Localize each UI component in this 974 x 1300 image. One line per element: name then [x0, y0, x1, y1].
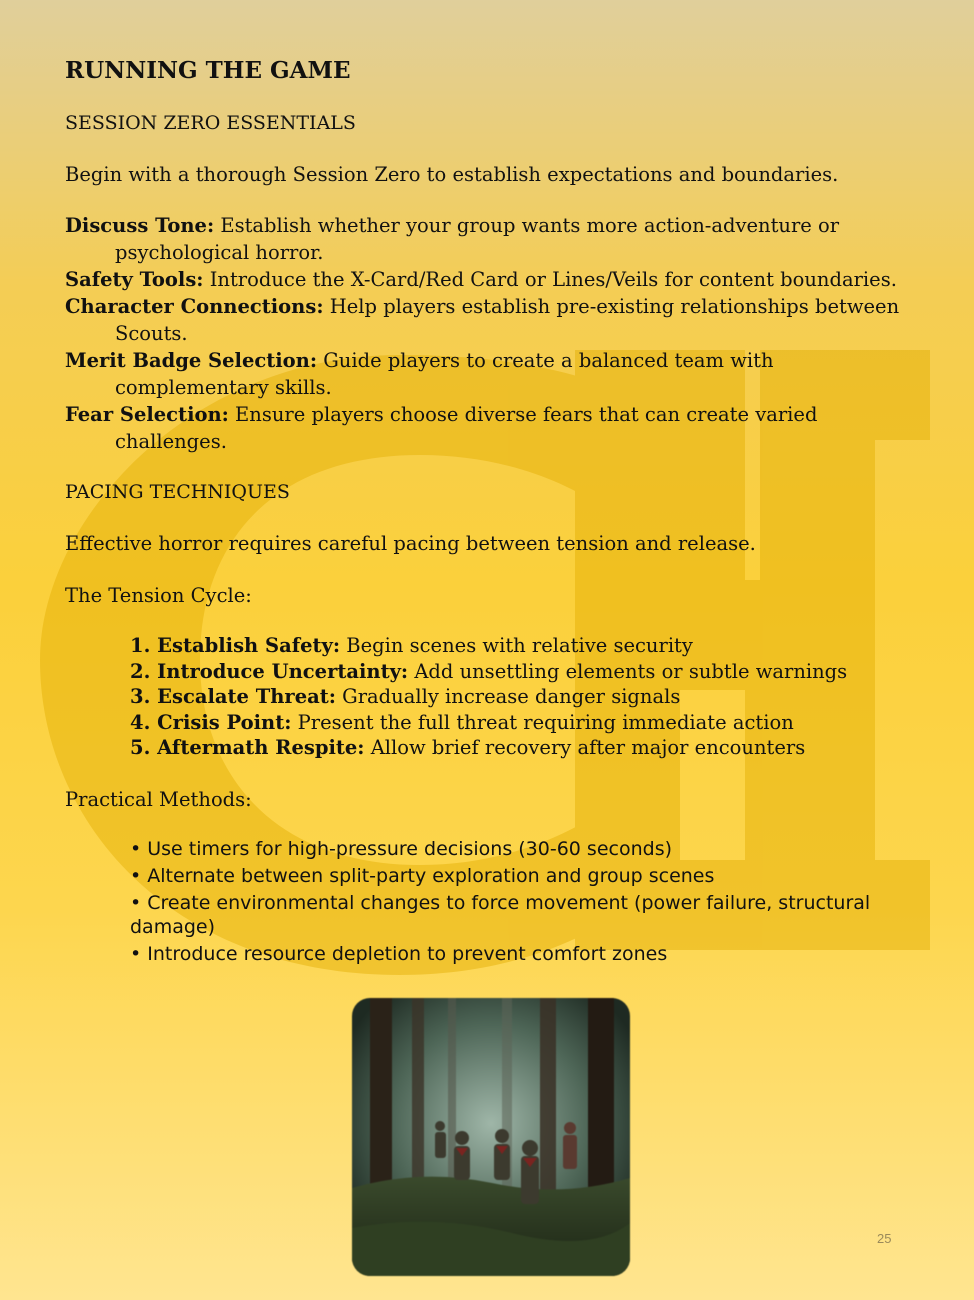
list-item — [65, 212, 915, 266]
item-term: Character Connections: — [65, 295, 324, 318]
list-item — [130, 684, 915, 710]
list-item: • Alternate between split-party exploration and group scenes — [130, 864, 715, 887]
tension-cycle-label: The Tension Cycle: — [65, 584, 252, 607]
list-item — [130, 710, 915, 736]
list-item: • Use timers for high-pressure decisions (30-60 seconds) — [130, 837, 673, 860]
item-term: 1. Establish Safety: — [130, 634, 341, 657]
page-title: RUNNING THE GAME — [65, 57, 351, 84]
page-content — [65, 58, 915, 969]
item-term: 2. Introduce Uncertainty: — [130, 659, 409, 683]
list-item — [130, 659, 915, 685]
item-text: Establish whether your group wants more action-adventure or psychological horror. — [115, 214, 840, 264]
item-text: Ensure players choose diverse fears that can create varied challenges. — [115, 403, 818, 453]
section-heading-pacing: PACING TECHNIQUES — [65, 481, 290, 503]
session-zero-intro: Begin with a thorough Session Zero to establish expectations and boundaries. — [65, 163, 839, 186]
item-term: Discuss Tone: — [65, 214, 215, 237]
tension-cycle-list — [130, 633, 915, 761]
item-term: Fear Selection: — [65, 403, 229, 426]
item-term: Merit Badge Selection: — [65, 349, 318, 372]
item-term: Safety Tools: — [65, 268, 204, 291]
practical-methods-label: Practical Methods: — [65, 787, 252, 811]
forest-scouts-image — [352, 998, 630, 1276]
practical-methods-list — [130, 837, 915, 966]
list-item: • Introduce resource depletion to prevent comfort zones — [130, 942, 668, 965]
item-term: 3. Escalate Threat: — [130, 685, 336, 708]
pacing-intro: Effective horror requires careful pacing between tension and release. — [65, 532, 756, 555]
item-text: Allow brief recovery after major encounters — [364, 736, 806, 759]
list-item: • Create environmental changes to force movement (power failure, structural damage) — [130, 891, 871, 938]
forest-illustration — [352, 998, 630, 1276]
item-term: 4. Crisis Point: — [130, 710, 292, 734]
item-text: Present the full threat requiring immediate action — [291, 710, 794, 734]
item-text: Begin scenes with relative security — [340, 634, 693, 657]
page-number: 25 — [877, 1231, 892, 1246]
item-text: Introduce the X-Card/Red Card or Lines/Veils for content boundaries. — [203, 268, 897, 291]
section-heading-session-zero: SESSION ZERO ESSENTIALS — [65, 112, 356, 134]
list-item — [65, 293, 915, 347]
list-item — [130, 735, 915, 761]
item-text: Guide players to create a balanced team with complementary skills. — [115, 349, 774, 399]
session-zero-list — [65, 212, 915, 455]
item-text: Gradually increase danger signals — [335, 685, 681, 708]
list-item — [130, 633, 915, 659]
list-item — [65, 266, 915, 293]
list-item — [65, 347, 915, 401]
item-text: Help players establish pre-existing relationships between Scouts. — [115, 295, 900, 345]
list-item — [65, 401, 915, 455]
item-term: 5. Aftermath Respite: — [130, 736, 365, 759]
item-text: Add unsettling elements or subtle warnings — [408, 659, 848, 683]
